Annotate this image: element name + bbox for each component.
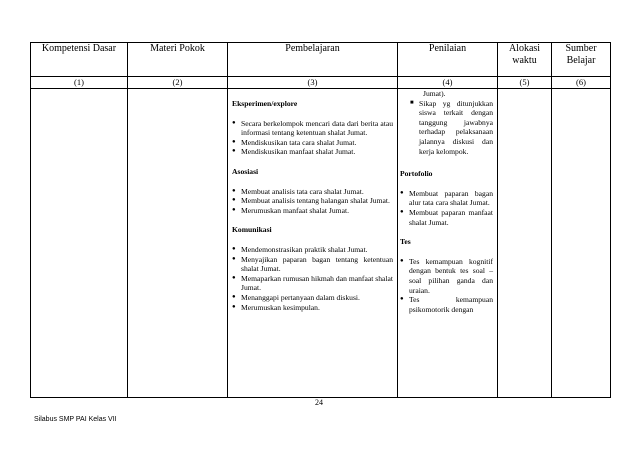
column-number: (4) [398,77,498,89]
sikap-list [400,99,493,157]
penilaian-cell [398,89,498,398]
list-item: ● Membuat analisis tata cara shalat Jumat. [232,187,393,197]
column-number: (1) [31,77,128,89]
list-item: ● Menanggapi pertanyaan dalam diskusi. [232,293,393,303]
list-item: ■ Sikap yg ditunjukkan siswa terkait dengan tanggung jawabnya terhadap pelaksanaan jalannya diskusi dan kerja kelompok. [410,99,493,157]
header-sumber-belajar: Sumber Belajar [552,43,611,77]
header-pembelajaran: Pembelajaran [228,43,398,77]
list-item: ● Membuat paparan manfaat shalat Jumat. [400,208,493,227]
tes-list [400,257,493,315]
column-number: (2) [128,77,228,89]
header-penilaian: Penilaian [398,43,498,77]
header-materi-pokok: Materi Pokok [128,43,228,77]
asosiasi-list [232,187,393,216]
eksperimen-heading: Eksperimen/explore [232,99,298,108]
alokasi-waktu-cell [498,89,552,398]
list-item: ● Tes kemampuan psikomotorik dengan [400,295,493,314]
list-item: ● Merumuskan manfaat shalat Jumat. [232,206,393,216]
list-item: ● Secara berkelompok mencari data dari berita atau informasi tentang ketentuan shalat Jumat. [232,119,393,138]
penilaian-continued-text: Jumat). [423,89,446,98]
list-item: ● Tes kemampuan kognitif dengan bentuk tes soal – soal pilihan ganda dan uraian. [400,257,493,295]
list-item: ● Mendiskusikan manfaat shalat Jumat. [232,147,393,157]
header-alokasi-waktu: Alokasi waktu [498,43,552,77]
eksperimen-list [232,119,393,157]
list-item: ● Membuat paparan bagan alur tata cara shalat Jumat. [400,189,493,208]
column-number: (5) [498,77,552,89]
document-footer-label: Silabus SMP PAI Kelas VII [34,416,117,423]
portofolio-heading: Portofolio [400,169,433,179]
materi-pokok-cell [128,89,228,398]
list-item: ● Membuat analisis tentang halangan shalat Jumat. [232,196,393,206]
komunikasi-heading: Komunikasi [232,225,272,235]
kompetensi-dasar-cell [31,89,128,398]
komunikasi-list [232,245,393,312]
column-number: (3) [228,77,398,89]
list-item: ● Merumuskan kesimpulan. [232,303,393,313]
column-number-row [31,77,611,89]
list-item: ● Mendemonstrasikan praktik shalat Jumat. [232,245,393,255]
header-kompetensi-dasar: Kompetensi Dasar [31,43,128,77]
asosiasi-heading: Asosiasi [232,166,259,176]
column-number: (6) [552,77,611,89]
list-item: ● Memaparkan rumusan hikmah dan manfaat shalat Jumat. [232,274,393,293]
list-item: ● Mendiskusikan tata cara shalat Jumat. [232,138,393,148]
pembelajaran-cell [228,89,398,398]
page-number: 24 [315,398,323,407]
content-row [31,89,611,398]
list-item: ● Menyajikan paparan bagan tentang ketentuan shalat Jumat. [232,255,393,274]
syllabus-table [30,42,611,398]
portofolio-list [400,189,493,227]
tes-heading: Tes [400,237,411,247]
sumber-belajar-cell [552,89,611,398]
header-row [31,43,611,77]
